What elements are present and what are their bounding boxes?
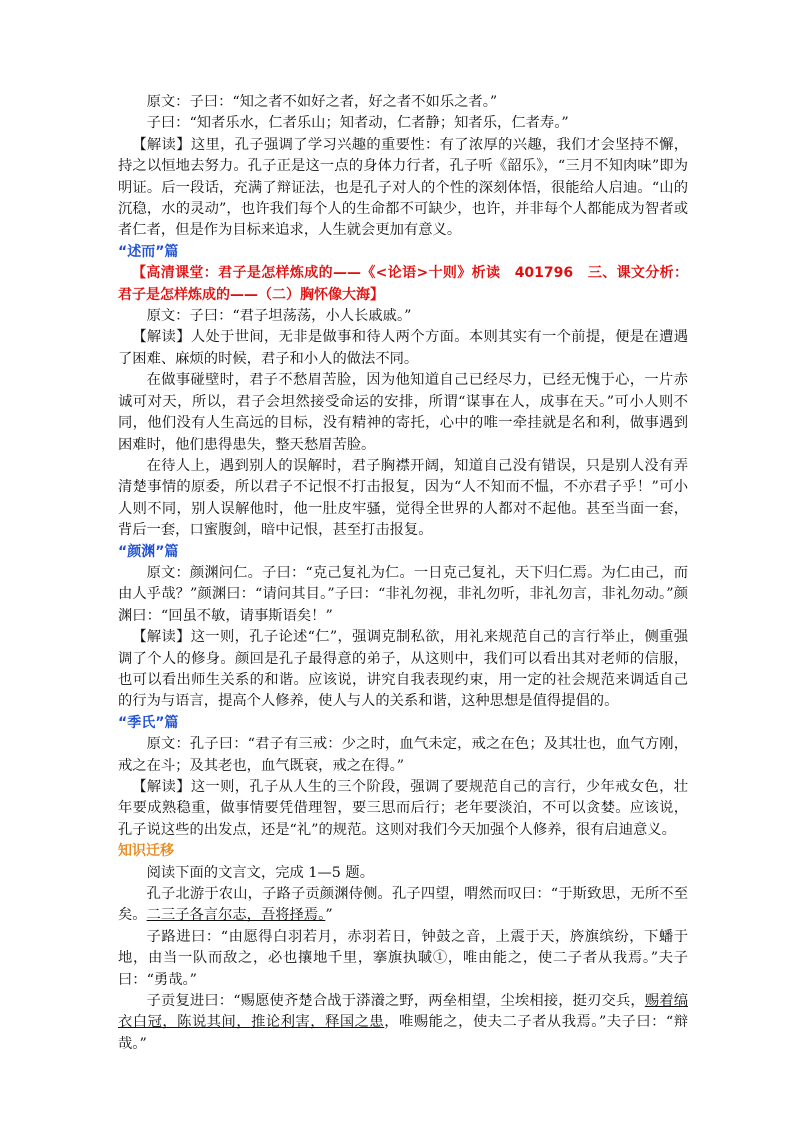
paragraph-classical-2: 子路进曰：“由愿得白羽若月，赤羽若日，钟鼓之音，上震于天，旍旗缤纷，下蟠于地，由当一队而敌之，必也攘地千里，搴旗执聝①，唯由能之，使二子者从我焉。”夫子曰：“勇哉。” xyxy=(118,928,688,988)
paragraph-classical-3 xyxy=(118,991,688,1055)
paragraph-instruction: 阅读下面的文言文，完成 1—5 题。 xyxy=(146,864,375,881)
paragraph-original-5: 原文：孔子曰：“君子有三戒：少之时，血气未定，戒之在色；及其壮也，血气方刚，戒之在斗；及其老也，血气既衰，戒之在得。” xyxy=(118,736,688,774)
paragraph-interpretation-4: 【解读】这一则，孔子从人生的三个阶段，强调了要规范自己的言行，少年戒女色，壮年要成熟稳重，做事情要凭借理智，要三思而后行；老年要淡泊，不可以贪婪。应该说，孔子说这些的出发点，还是“礼”的规范。这则对我们今天加强个人修养，很有启迪意义。 xyxy=(118,779,688,838)
section-heading-yanyuan: “颜渊”篇 xyxy=(118,543,179,560)
paragraph-original-2: 子曰：“知者乐水，仁者乐山；知者动，仁者静；知者乐，仁者寿。” xyxy=(146,115,569,132)
section-heading-shuer: “述而”篇 xyxy=(118,243,179,260)
paragraph-body-2: 在待人上，遇到别人的误解时，君子胸襟开阔，知道自己没有错误，只是别人没有弄清楚事情的原委，所以君子不记恨不打击报复，因为“人不知而不愠，不亦君子乎！”可小人则不同，别人误解他时，他一肚皮牢骚，觉得全世界的人都对不起他。甚至当面一套，背后一套，口蜜腹剑，暗中记恨，甚至打击报复。 xyxy=(118,457,688,539)
paragraph-body-1: 在做事碰壁时，君子不愁眉苦脸，因为他知道自己已经尽力，已经无愧于心，一片赤诚可对天，所以，君子会坦然接受命运的安排，所谓“谋事在人，成事在天。”可小人则不同，他们没有人生高远的目标，没有精神的寄托，心中的唯一牵挂就是名和利，做事遇到困难时，他们患得患失，整天愁眉苦脸。 xyxy=(118,372,688,453)
paragraph-interpretation-1: 【解读】这里，孔子强调了学习兴趣的重要性：有了浓厚的兴趣，我们才会坚持不懈，持之以恒地去努力。孔子正是这一点的身体力行者，孔子听《韶乐》，“三月不知肉味”即为明证。后一段话，充满了辩证法，也是孔子对人的个性的深刻体悟，很能给人启迪。“山的沉稳，水的灵动”，也许我们每个人的生命都不可缺少，也许，并非每个人都能成为智者或者仁者，但是作为目标来追求，人生就会更加有意义。 xyxy=(118,136,688,239)
section-heading-knowledge-transfer: 知识迁移 xyxy=(118,843,174,860)
underlined-sentence-2: 赐着缟衣白冠，陈说其间，推论利害，释国之患 xyxy=(118,993,688,1031)
paragraph-interpretation-3: 【解读】这一则，孔子论述“仁”，强调克制私欲，用礼来规范自己的言行举止，侧重强调了个人的修身。颜回是孔子最得意的弟子，从这则中，我们可以看出其对老师的信服，也可以看出师生关系的和谐。应该说，讲究自我表现约束，用一定的社会规范来调适自己的行为与语言，提高个人修养，使人与人的关系和谐，这种思想是值得提倡的。 xyxy=(118,629,688,710)
paragraph-interpretation-2: 【解读】人处于世间，无非是做事和待人两个方面。本则其实有一个前提，便是在遭遇了困难、麻烦的时候，君子和小人的做法不同。 xyxy=(118,329,688,367)
paragraph-classical-1 xyxy=(118,884,688,927)
underlined-sentence-1: 二三子各言尔志，吾将择焉。 xyxy=(146,907,326,924)
classical-text-end: ，唯赐能之，使夫二子者从我焉。”夫子曰：“辩哉。” xyxy=(118,1014,689,1052)
paragraph-original-4: 原文：颜渊问仁。子曰：“克己复礼为仁。一日克己复礼，天下归仁焉。为仁由己，而由人乎哉？”颜渊曰：“请问其目。”子曰：“非礼勿视，非礼勿听，非礼勿言，非礼勿动。”颜渊曰：“回虽不敏，请事斯语矣！” xyxy=(118,564,688,624)
classical-text: 子贡复进曰：“赐愿使齐楚合战于漭瀁之野，两垒相望，尘埃相接，挺刃交兵， xyxy=(146,993,645,1010)
classical-text: 孔子北游于农山，子路子贡颜渊侍侧。孔子四望，喟然而叹曰：“于斯致思，无所不至矣。 xyxy=(118,886,688,924)
paragraph-original-1: 原文：子曰：“知之者不如好之者，好之者不如乐之者。” xyxy=(146,94,498,110)
section-heading-jishi: “季氏”篇 xyxy=(118,714,179,731)
highlight-lesson-link: 【高清课堂：君子是怎样炼成的——《<论语>十则》析读 401796 三、课文分析：君子是怎样炼成的——（二）胸怀像大海】 xyxy=(118,265,688,303)
document-page xyxy=(118,92,688,1055)
classical-text-end: ” xyxy=(325,907,333,924)
paragraph-original-3: 原文：子曰：“君子坦荡荡，小人长戚戚。” xyxy=(146,308,412,325)
